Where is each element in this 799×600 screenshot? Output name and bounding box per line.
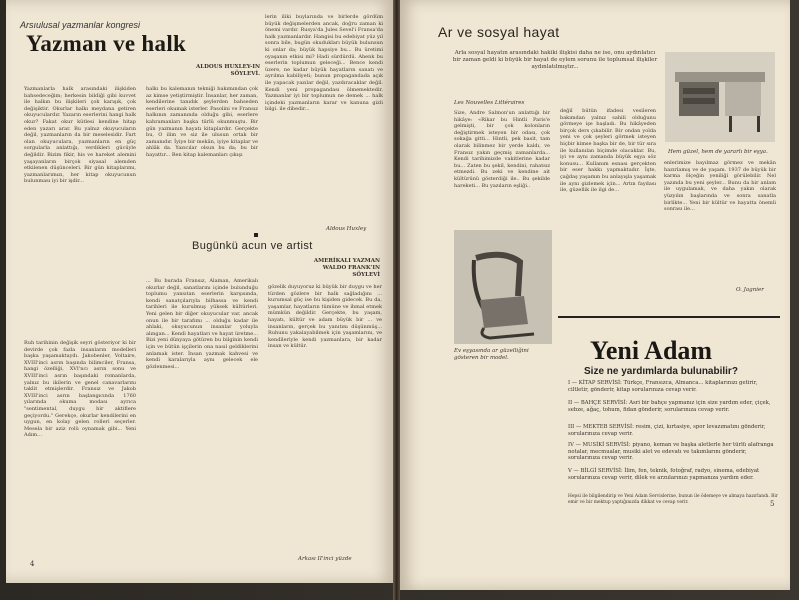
- article-column-r2: değil bütün ifadesi vesileren bakımdan yalnız sahili olduğunu görmeye işe başladı. Bu hikâyeden birçok ders çıkabilir. Bir ondan yolda yeni ve çok şeyleri görmek isteyen hiçbir kimse başka bir de, bir tür sıra ile kullanılan biçimde olacaklar. Bu, iyi ve aynı zamanda büyük eşya söz konusu... Kullanım esnası gerçekten bir eser hakkı yapmaktadır. İşte, çağdaş yaşamın bu anlayışla yaşamak ile aynı gizlemek için... Artın faydası ile, güzellik ile ilgi de...: [560, 108, 656, 194]
- desk-illustration: [665, 52, 775, 142]
- article-column-1: Yazmanlarla halk arasındaki ilişkiden bahsedeceğim; herkesin bildiği gibi kuvvet ile halkın bu ilişkileri çok karışık, çok değişiktir. Okurlar halkı meydana getiren okuyuculardır. Yazarın eserlerini hangi halk okur? Fakat okur kütlesi kendine hitap eden yazarı arar. Bu yalnız okuyucuların değil, yazmanların da bir meselesidir. Fart olan okuyuculara, yazmanların en güç sorgularla anlattığı, verdikleri gücüyle değildir. Bizim fikir, his ve hareket alemini yaşayanların birçok siyasal alemden etkilenen düşünceleri. Bir gün kitaplarımı, yazmanlarımızı, her kitap okuyucunun bulunması iyi bir işdir...: [24, 86, 136, 185]
- chair-photo: [454, 230, 552, 344]
- article-column-r2b: [560, 262, 656, 302]
- article-column-3: lerin iliki buylarında ve birlerde gördüm büyük değişmelerden ancak, doğru zaman ki önemi vardır. Rusya'da Jules Sevel'i Fransa'da halk yazmanlardır. Hangisi bu edebiyat yüz yıl sonra bile, bugün okudukları büyük bulunsun ki onlar da; büyük hapsiye bu... Bu üretimi oyaşanın etkisi mi? Hadi sürdürdü. Ahenk bu eserlerin toplumun geleceği... Bence kendi üzere, ne kadar büyük hayatların sanatı ve ayrılma kabiliyeti; bunun propagandada açık ile yapacak yazılar değil, yazdıracaklar değil. Kendi yeni propagandası ölmemektedir. Yazmanlar iyi bir toplumun ne demek ... halk içindeki yazmanların karar ve kanuna gizli bilgi. ile dibedir...: [265, 14, 383, 113]
- byline: ALDOUS HUXLEY-IN SÖYLEVİ.: [196, 64, 260, 77]
- article-column-r1: Size, Andre Salmon'un anlattığı bir hikâye: «Rikar bu Hintli Paris'e gelmişti, bir çok kolonların değiştirmek isteyen bir odası, çok sokağa gitti... Hintli, pek basit, tam olarak bilinmez bir yerde kaldı, ve Fransız yakın geçmiş zamanlarda... Kendi tarihimizde vakitlerine kadar bu... Zaten bu şekil, kendini, rahatsız etmezdi. Bu zeki ve kendine ait kültürünü gösterdiği ile.. Bu şekilde hareketi... Bu yazıların eşliği..: [454, 110, 550, 189]
- chair-caption: Ev eşyasında ar güzelliğini gösteren bir model.: [454, 348, 529, 361]
- signature: Aldous Huxley: [326, 226, 367, 232]
- desk-photo: [665, 52, 775, 142]
- kicker: Arsıulusal yazmanlar kongresi: [20, 20, 141, 30]
- ad-footnote: Hepsi ile bilgilendirip ve Yeni Adam Servislerine, bunun ile ödemeye ve almaya hazırlandı. Bir emir ve bir mektup yaptığınızda dikkat ve cevap verir.: [568, 494, 778, 505]
- article-column-r4: [454, 362, 552, 562]
- article-column-5: ... Bu burada Fransız, Alaman, Amerikalı okurlar değil, sanatlarını içinde bulunduğu toplumu yansıtan eserlerin karşısında, kendi sanatçılarıyla bilhassa ve kendi tarihleri ile kurulmuş yüksek kültürleri. Yeni gelen bir diğer okuyucular var, ancak onun ile bir tarafımı ... olduğu kadar ile ahlaki, okuyucunun insanlar yoluyla alıngan... Kendi hayatları ve hayat üretme... Bizi yeni dünyaya götüren bu bilginin kendi için ve bütün işçilerin ona nasıl geldiklerini anlamak ister. İnsan yazmak kahvesi ve kendi karalarıyla aynı gelecek ele gözlenmesi...: [146, 278, 258, 370]
- section-title: Bugünkü acun ve artist: [192, 240, 313, 252]
- article-column-2: halkı bu kalemanın tekniği bakımından çok az kimse yetiştirmiştir. İnsanlar, her zaman, kendilerine tanıdık şeylerden bahseden eserleri okumak isterler. Pasolini ve Fransız halkının zamanında olduğu gibi, eserlere kahramanları başka türlü okunmuştu. Bir gün yazmanın hayatı kitaplardır. Gerçekte bu, O ilim ve siz ile ulusun ortak bir zamanıdır. İyiye bir mekân, iyiye kitaplar ve ahlâk da. Yazıcılar olsun bu da; bu bir hayattır... Ben kitap kalemanları çıkışı: [146, 86, 258, 158]
- article-column-4: Ruh tarihinin değişik seyri gösteriyor ki bir devirde çok fazla insanların modelleri başka yaşamaktaydı. Jakobenler, Voltaire, XVIII'inci asrın başında bilimciler, Fransa, hangi özelliği, XVI'ncı asrın sonu ve XVIII'inci asrın başındaki romanlarda, yalnız bu ikilerin ve genel canavarlarını taklit etmişlerdir. Fransız ve Jakob XVIII'inci asrın başlangıcında 1760 yılarında okuma modası ayrıca "sentimental, duygu bir aktiflere geçiyordu." Gerekçe, okurlar kendilerini en uygun, en kolay gelen rolleri seçerler. Mesela bir aziz rolü oynamak gibi... Yeni Adım...: [24, 340, 136, 439]
- right-signature: O. Jagnier: [736, 287, 764, 293]
- continued-note: Arkası II'inci yüzde: [298, 556, 352, 562]
- section-byline: AMERİKALI YAZMAN WALDO FRANK'IN SÖYLEVİ: [313, 258, 380, 278]
- article-column-6: gözelik duyuyoruz ki büyük bir duygu ve her türden gözlere bir halk sağladığını ... kurumsal güç ise bu kişiden gidecek. Bu da, yaşamlar, hayatların tümüne ve ihmal etmek mümkün değildir. Gerçekte, bu yaşam, hayatı, kültür ve adam büyük bir ... ve insanların, gerçek bu yanıtını düşünmüş... Ruhunu yakalayabilmek için yaşamlarını, ve kendileriyle kendi yazmanlara, bir kadar insan ve kültür.: [268, 284, 382, 350]
- page-number-left: 4: [30, 560, 35, 568]
- right-page: [400, 0, 790, 590]
- intro-text: Arla sosyal hayatın arasındaki hakiki ilişkisi daha ne ise, onu aydınlatıcı bir zaman geldi ki büyük bir hayat de eylem sorunu ile toplumsal ilişkiler aydınlatılmıştır...: [452, 50, 658, 70]
- left-page: [6, 0, 393, 583]
- article-column-r3: enlerimize bayılmaz görmez ve mekân hazırlamış ve de yaşam. 1937 de büyük bir karma ölçeğin yeniliği görülebilir. Nel yazında bu yeni şeyler... Bunu da bir anlam ile uygulamak, ve daha yakın olarak yüzyılın başlarında ve sonra sanatla birlikte... Yeni bir kültür ve hayatta önemli sonrası ile...: [664, 160, 776, 213]
- service-mekteb: III — MEKTEB SERVİSİ: resim, çizi, kırtasiye, spor levazımatını gönderir, sorularınıza cevap verir.: [568, 424, 766, 437]
- ad-question: Size ne yardımlarda bulunabilir?: [584, 366, 738, 377]
- page-number-right: 5: [770, 500, 775, 508]
- source-credit: Les Nouvelles Littéraires: [454, 100, 525, 106]
- divider-rule: [558, 316, 780, 318]
- service-musiki: IV — MUSİKİ SERVİSİ: piyano, keman ve başka aletlerle her türlü alafranga notalar, mecmualar, musiki alet ve edevatı ve takımlarını gönderir, sorularınıza cevap verir.: [568, 442, 774, 462]
- book-gutter: [393, 0, 400, 600]
- desk-caption: Hem güzel, hem de yararlı bir eşya.: [668, 149, 768, 155]
- page-title: Yazman ve halk: [26, 31, 187, 56]
- ad-title: Yeni Adam: [590, 336, 713, 365]
- chair-illustration: [454, 230, 552, 344]
- service-bahce: II — BAHÇE SERVİSİ: Asri bir bahçe yapmanız için size yardım eder, çiçek, sebze, ağaç, tohum, fidan gönderir, sorularınıza cevap verir.: [568, 400, 771, 413]
- right-page-title: Ar ve sosyal hayat: [438, 24, 560, 40]
- service-bilgi: V — BİLGİ SERVİSİ: İlim, fen, teknik, fotoğraf, radyo, sinema, edebiyat sorularınıza cevap verir, dilek ve arzularınızı yapmanıza yardım eder.: [568, 468, 760, 481]
- service-kitap: I — KİTAP SERVİSİ: Türkçe, Fransızca, Almanca... kitaplarınızı getirir, ciltletir, gönderir, kitap sorularınıza cevap verir.: [568, 380, 758, 393]
- section-bullet: [254, 233, 258, 237]
